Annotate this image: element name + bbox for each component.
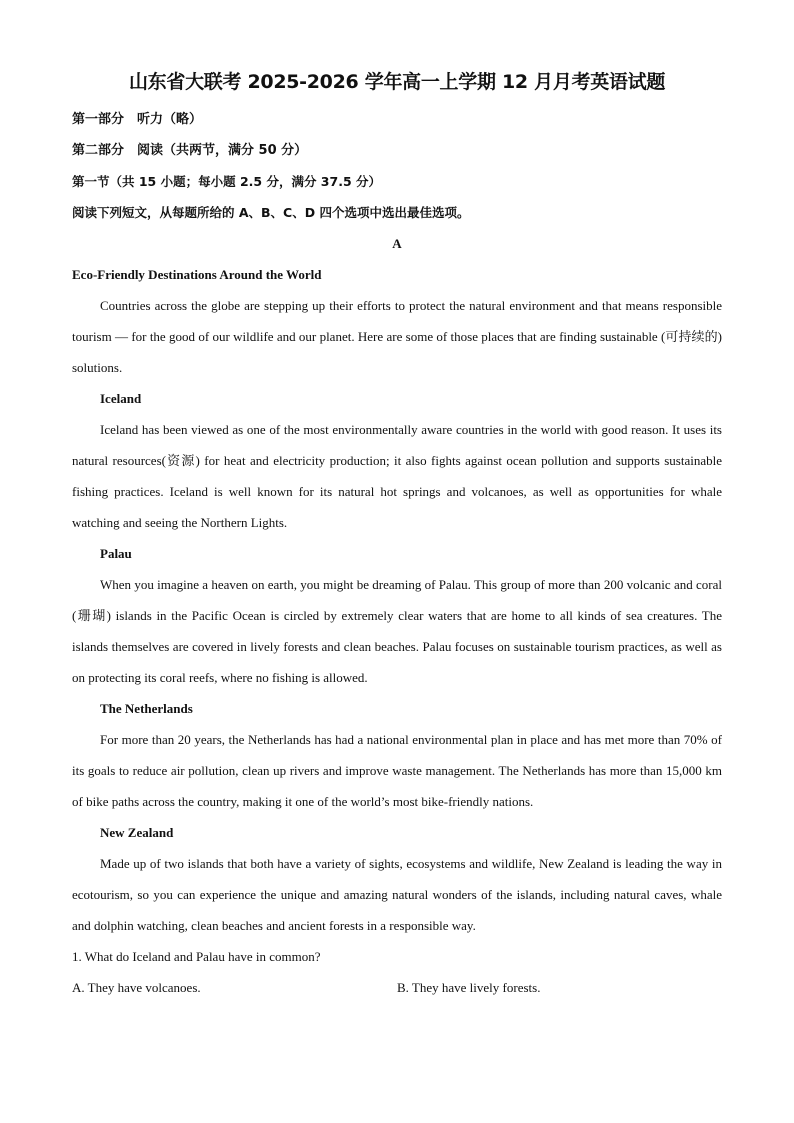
destination-text-iceland: Iceland has been viewed as one of the most environmentally aware countries in the world with good reason. It uses its natural resources(资源) for heat and electricity production; it also fights against ocean pollution and supports sustainable fishing practices. Iceland is well known for its natural hot springs and volcanoes, as well as opportunities for whale watching and seeing the Northern Lights. <box>72 422 722 530</box>
destination-heading-palau: Palau <box>100 546 132 561</box>
destination-text-new-zealand: Made up of two islands that both have a variety of sights, ecosystems and wildlife, New Zealand is leading the way in ecotourism, so you can experience the unique and amazing natural wonders of the islands, including natural caves, whale and dolphin watching, clean beaches and ancient forests in a responsible way. <box>72 856 722 933</box>
question-1-options <box>72 972 722 1003</box>
exam-page <box>72 68 722 1003</box>
destination-heading-new-zealand: New Zealand <box>100 825 174 840</box>
section1-heading: 第一节（共 15 小题；每小题 2.5 分，满分 37.5 分） <box>72 174 381 189</box>
question-1-option-a[interactable]: A. They have volcanoes. <box>72 980 201 995</box>
question-1-option-b[interactable]: B. They have lively forests. <box>397 980 541 995</box>
destination-heading-iceland: Iceland <box>100 391 142 406</box>
destination-text-palau: When you imagine a heaven on earth, you might be dreaming of Palau. This group of more than 200 volcanic and coral (珊瑚) islands in the Pacific Ocean is circled by extremely clear waters that are home to all kinds of sea creatures. The islands themselves are covered in lively forests and clean beaches. Palau focuses on sustainable tourism practices, as well as on protecting its coral reefs, where no fishing is allowed. <box>72 577 722 685</box>
passage-label: A <box>392 236 402 251</box>
part1-heading: 第一部分 听力（略） <box>72 112 203 127</box>
passage-title: Eco-Friendly Destinations Around the World <box>72 267 322 282</box>
destination-heading-netherlands: The Netherlands <box>100 701 193 716</box>
destination-text-netherlands: For more than 20 years, the Netherlands has had a national environmental plan in place and has met more than 70% of its goals to reduce air pollution, clean up rivers and improve waste management. The Netherlands has more than 15,000 km of bike paths across the country, making it one of the world’s most bike-friendly nations. <box>72 732 722 809</box>
reading-instruction: 阅读下列短文，从每题所给的 A、B、C、D 四个选项中选出最佳选项。 <box>72 205 470 220</box>
passage-intro: Countries across the globe are stepping up their efforts to protect the natural environment and that means responsible tourism — for the good of our wildlife and our planet. Here are some of those places that are finding sustainable (可持续的) solutions. <box>72 298 722 375</box>
page-title: 山东省大联考 2025-2026 学年高一上学期 12 月月考英语试题 <box>128 71 666 93</box>
question-1-stem: 1. What do Iceland and Palau have in common? <box>72 949 321 964</box>
part2-heading: 第二部分 阅读（共两节，满分 50 分） <box>72 143 308 158</box>
